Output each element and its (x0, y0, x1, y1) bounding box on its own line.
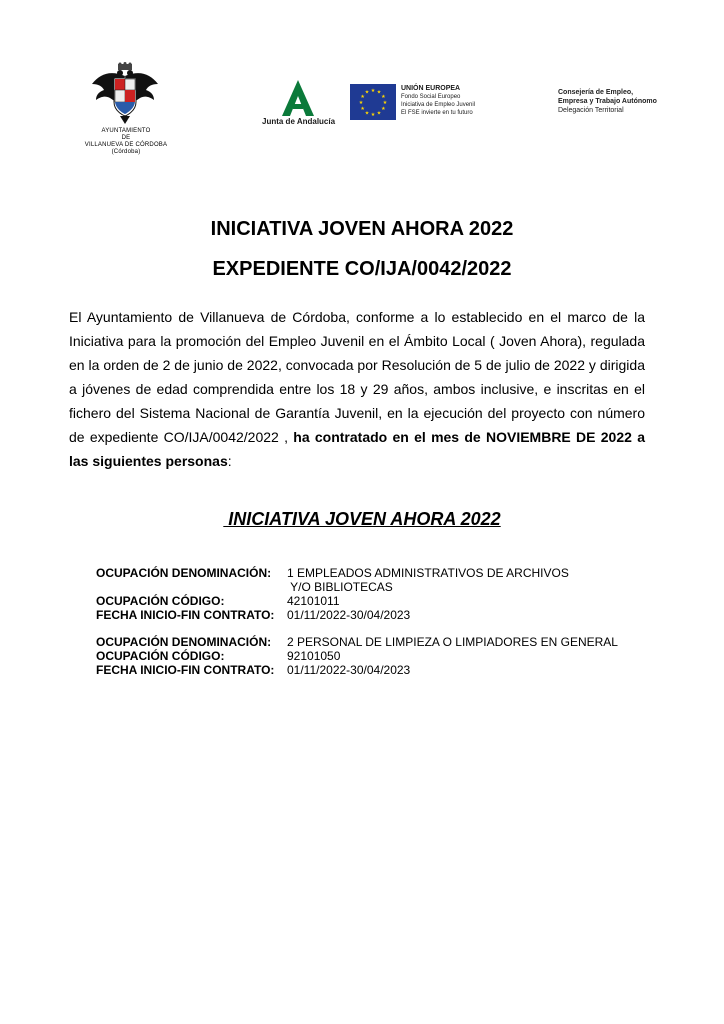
fecha-label: FECHA INICIO-FIN CONTRATO: (96, 663, 275, 677)
eu-title: UNIÓN EUROPEA (401, 85, 461, 92)
occupation-row (96, 649, 618, 663)
section-title (0, 509, 724, 530)
eu-flag-icon (350, 84, 396, 120)
denominacion-label: OCUPACIÓN DENOMINACIÓN: (96, 566, 272, 580)
paragraph-bold: ha contratado en el mes de NOVIEMBRE DE 2022 a las siguientes personas (69, 429, 645, 469)
codigo-value: 42101011 (287, 594, 340, 608)
ayuntamiento-caption (76, 128, 176, 156)
fecha-value: 01/11/2022-30/04/2023 (287, 608, 411, 622)
svg-text:★: ★ (376, 89, 382, 96)
section-title-text: INICIATIVA JOVEN AHORA 2022 (223, 509, 501, 529)
occupation-row (96, 594, 569, 608)
denominacion-value: 2 PERSONAL DE LIMPIEZA O LIMPIADORES EN GENERAL (287, 635, 618, 649)
eu-line: El FSE invierte en tu futuro (401, 110, 473, 116)
eu-line: Iniciativa de Empleo Juvenil (401, 102, 476, 108)
occupation-row (96, 663, 618, 677)
ayuntamiento-caption-line: AYUNTAMIENTO (101, 128, 151, 134)
expediente-title: EXPEDIENTE CO/IJA/0042/2022 (212, 258, 512, 280)
svg-text:★: ★ (360, 94, 365, 100)
occupation-row (96, 608, 569, 622)
codigo-label: OCUPACIÓN CÓDIGO: (96, 594, 225, 608)
codigo-label: OCUPACIÓN CÓDIGO: (96, 649, 225, 663)
junta-andalucia-label: Junta de Andalucía (262, 117, 336, 126)
occupation-row (96, 635, 618, 649)
codigo-value: 92101050 (287, 649, 341, 663)
denominacion-label: OCUPACIÓN DENOMINACIÓN: (96, 635, 272, 649)
body-paragraph (69, 305, 645, 473)
ayuntamiento-caption-line: VILLANUEVA DE CÓRDOBA (84, 142, 168, 148)
denominacion-value: 1 EMPLEADOS ADMINISTRATIVOS DE ARCHIVOS (287, 566, 569, 580)
denominacion-value-cont: Y/O BIBLIOTECAS (287, 580, 393, 594)
consejeria-text (558, 88, 657, 115)
svg-text:★: ★ (370, 112, 376, 118)
fecha-value: 01/11/2022-30/04/2023 (287, 663, 411, 677)
junta-andalucia-logo-icon (278, 78, 318, 118)
paragraph-text: El Ayuntamiento de Villanueva de Córdoba, conforme a lo establecido en el marco de la Iniciativa para la promoción del Empleo Juvenil en el Ámbito Local ( Joven Ahora), regulada en la orden de 2 de junio de 2022, convocada por Resolución de 5 de julio de 2022 y dirigida a jóvenes de edad comprendida entre los 18 y 29 años, ambos inclusive, e inscritas en el fichero del Sistema Nacional de Garantía Juvenil, en la ejecución del proyecto con número de expediente CO/IJA/0042/2022 , (69, 309, 645, 445)
svg-text:★: ★ (381, 106, 386, 112)
ayuntamiento-caption-line: DE (121, 135, 131, 141)
svg-text:★: ★ (370, 88, 376, 94)
svg-text:★: ★ (358, 100, 364, 106)
svg-text:★: ★ (382, 100, 388, 106)
fecha-label: FECHA INICIO-FIN CONTRATO: (96, 608, 275, 622)
consejeria-line: Empresa y Trabajo Autónomo (558, 98, 657, 105)
spacer (96, 580, 287, 594)
svg-text:★: ★ (381, 94, 386, 100)
eu-fse-text (401, 85, 475, 117)
svg-text:★: ★ (376, 110, 382, 117)
paragraph-end: : (227, 453, 232, 469)
eu-line: Fondo Social Europeo (401, 94, 461, 100)
svg-text:★: ★ (364, 89, 370, 96)
occupation-block (96, 566, 569, 622)
ayuntamiento-crest-icon (90, 62, 160, 128)
document-title: INICIATIVA JOVEN AHORA 2022 (210, 218, 514, 240)
svg-text:★: ★ (360, 106, 365, 112)
occupation-row (96, 580, 569, 594)
svg-text:★: ★ (364, 110, 370, 117)
occupation-row (96, 566, 569, 580)
occupation-block (96, 635, 618, 677)
consejeria-line: Consejería de Empleo, (558, 89, 634, 96)
ayuntamiento-caption-line: (Córdoba) (111, 149, 141, 155)
consejeria-line: Delegación Territorial (558, 107, 624, 114)
